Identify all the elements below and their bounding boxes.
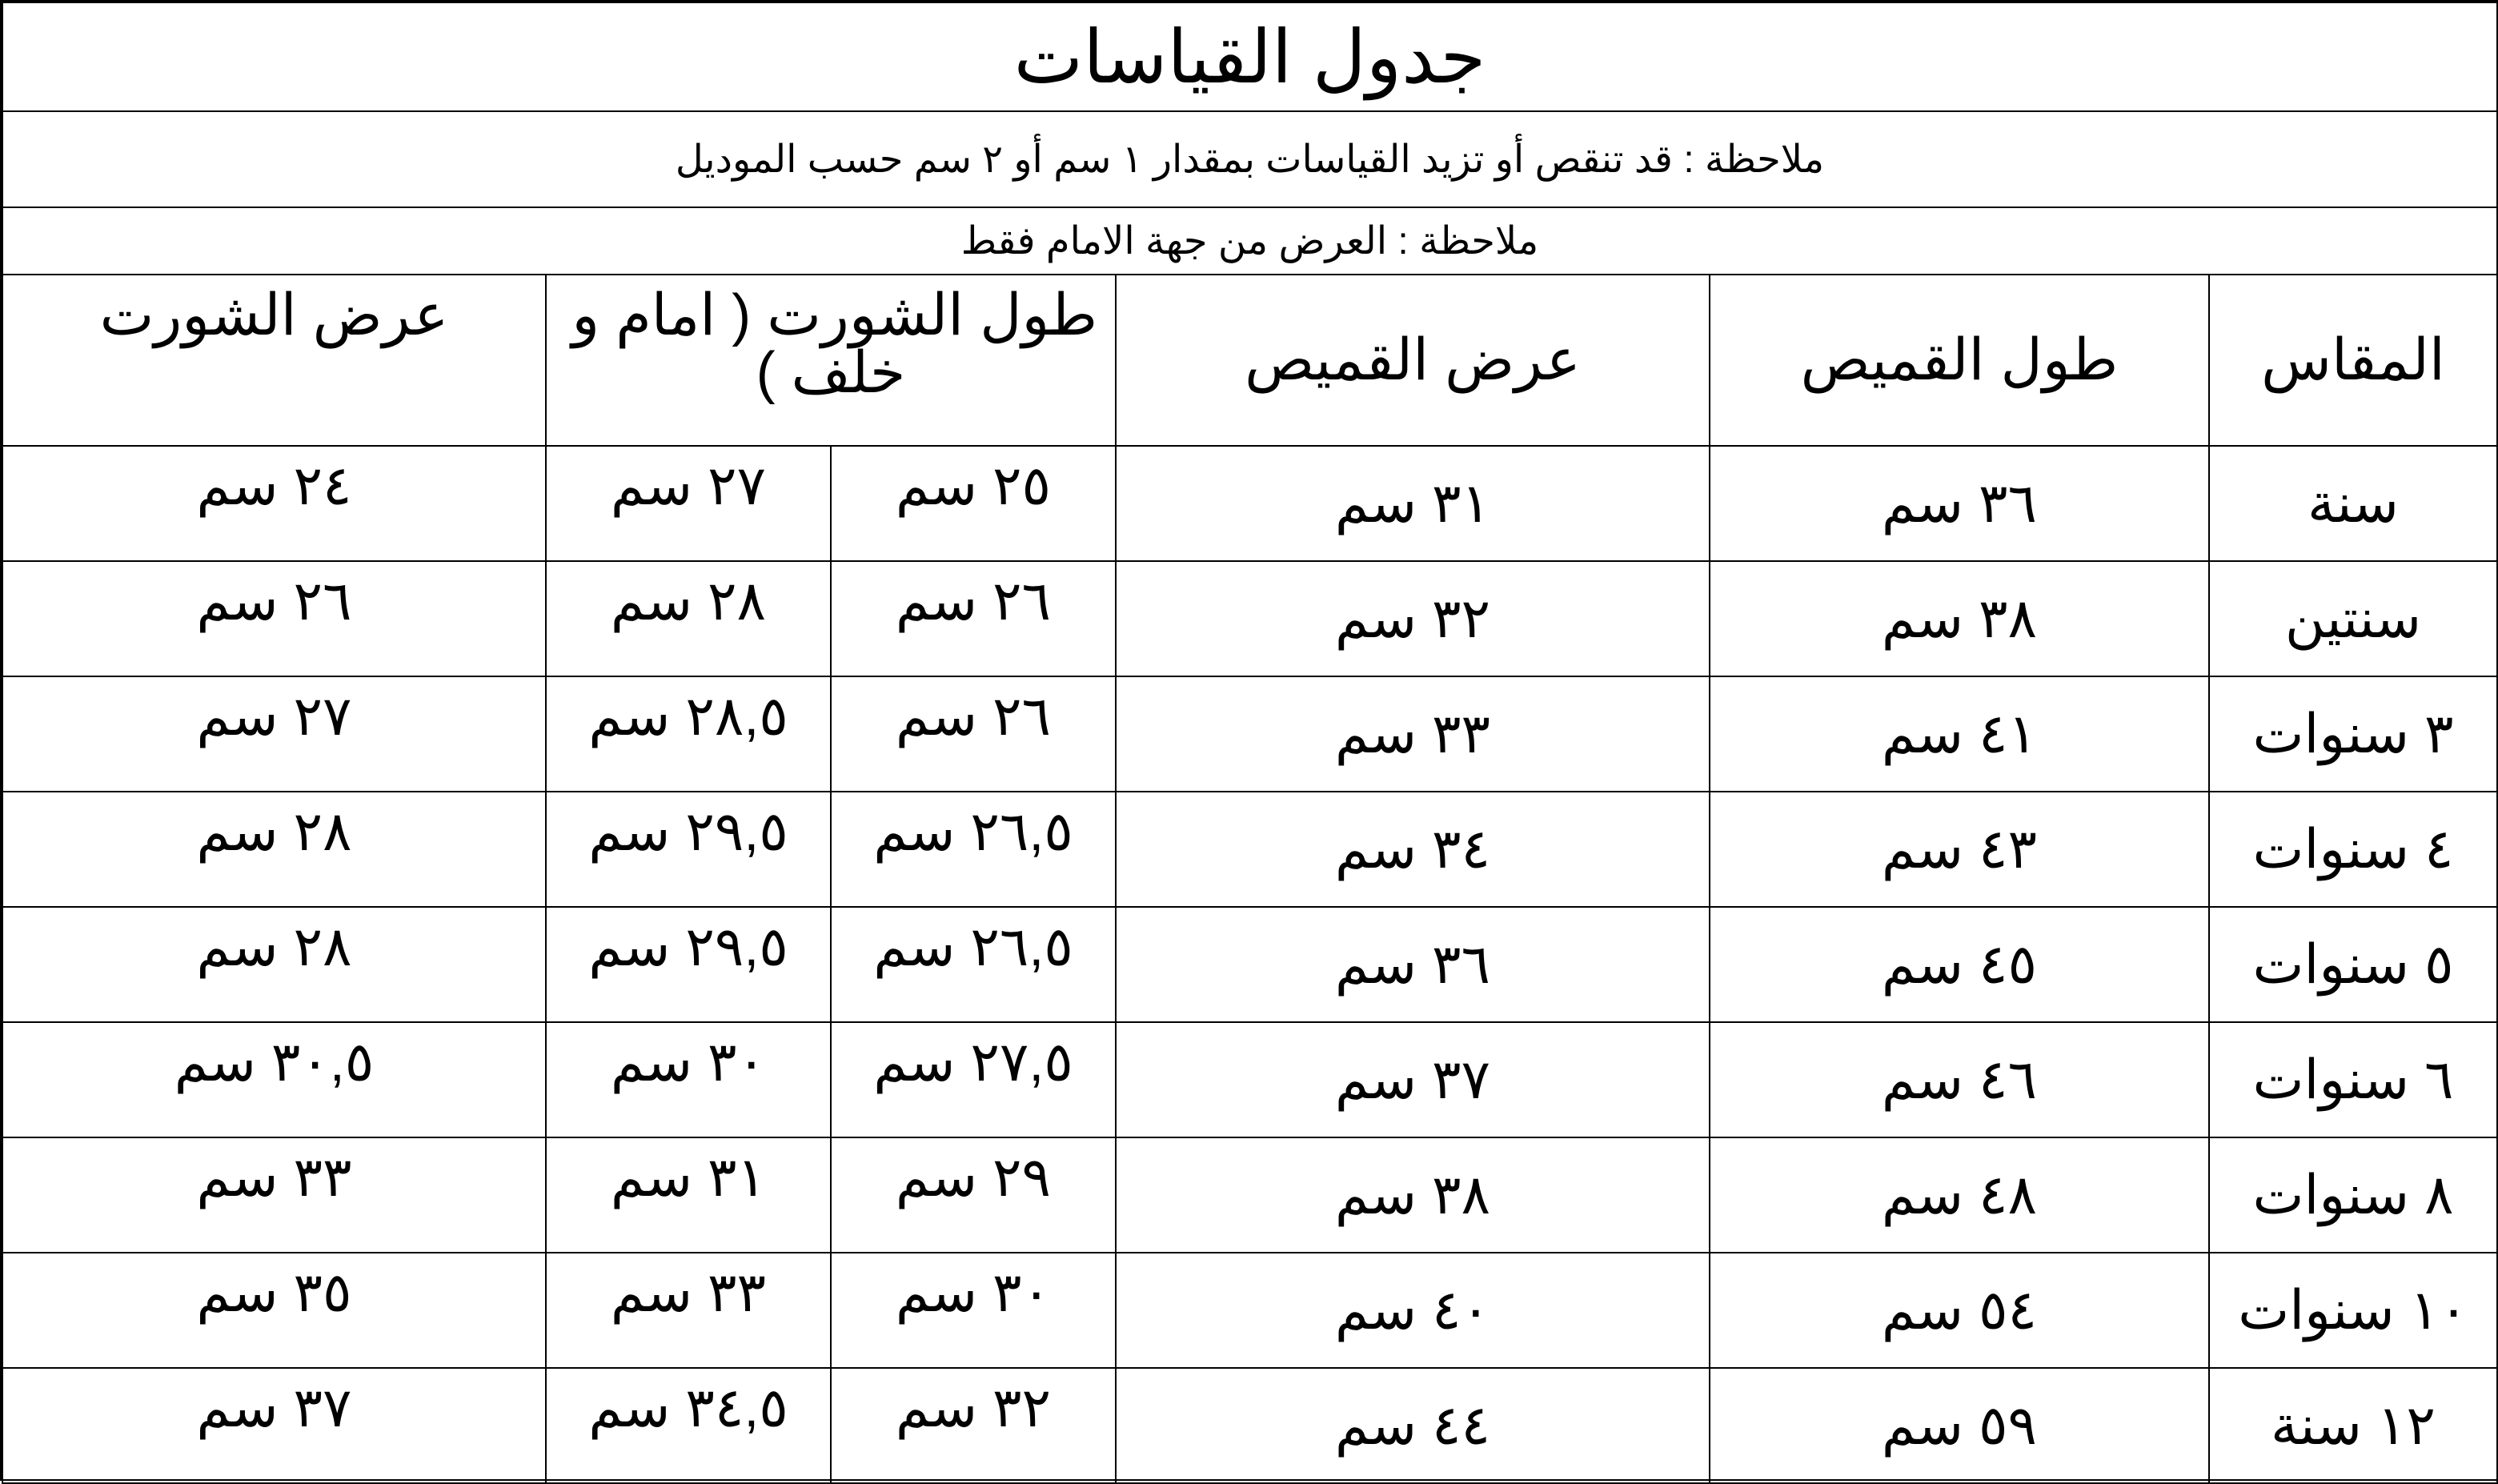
- shorts-width-cell: ٢٨ سم: [2, 907, 546, 1022]
- shirt-length-cell: ٤١ سم: [1710, 676, 2209, 792]
- size-cell: ١٠ سنوات: [2209, 1253, 2497, 1368]
- shirt-length-cell: ٤٣ سم: [1710, 792, 2209, 907]
- shirt-length-cell: ٤٦ سم: [1710, 1022, 2209, 1137]
- shirt-width-cell: ٤٠ سم: [1116, 1253, 1710, 1368]
- shorts-front-cell: ٢٦,٥ سم: [831, 907, 1116, 1022]
- shorts-front-cell: ٢٧,٥ سم: [831, 1022, 1116, 1137]
- shorts-back-cell: ٢٨ سم: [546, 561, 831, 676]
- shirt-width-cell: ٣٢ سم: [1116, 561, 1710, 676]
- shorts-front-cell: ٣٠ سم: [831, 1253, 1116, 1368]
- header-shorts-length-line1: طول الشورت ( امام و: [571, 283, 1097, 347]
- shorts-front-cell: ٢٦ سم: [831, 561, 1116, 676]
- size-cell: ٨ سنوات: [2209, 1137, 2497, 1253]
- shirt-length-cell: ٥٩ سم: [1710, 1368, 2209, 1483]
- size-cell: سنتين: [2209, 561, 2497, 676]
- size-cell: ٣ سنوات: [2209, 676, 2497, 792]
- shorts-front-cell: ٢٦,٥ سم: [831, 792, 1116, 907]
- header-shirt-length: طول القميص: [1710, 275, 2209, 446]
- shorts-back-cell: ٢٧ سم: [546, 446, 831, 561]
- shirt-width-cell: ٣١ سم: [1116, 446, 1710, 561]
- header-shirt-width: عرض القميص: [1116, 275, 1710, 446]
- shorts-front-cell: ٢٩ سم: [831, 1137, 1116, 1253]
- shorts-back-cell: ٢٩,٥ سم: [546, 907, 831, 1022]
- shirt-length-cell: ٣٦ سم: [1710, 446, 2209, 561]
- shorts-back-cell: ٣٠ سم: [546, 1022, 831, 1137]
- header-row: [2, 275, 2497, 446]
- shorts-width-cell: ٢٦ سم: [2, 561, 546, 676]
- shorts-width-cell: ٣٠,٥ سم: [2, 1022, 546, 1137]
- shirt-length-cell: ٥٤ سم: [1710, 1253, 2209, 1368]
- shirt-width-cell: ٣٧ سم: [1116, 1022, 1710, 1137]
- header-shorts-length-line2: خلف ): [756, 341, 906, 405]
- size-chart-table: [2, 2, 2498, 1484]
- note-variation: ملاحظة : قد تنقص أو تزيد القياسات بمقدار ١ سم أو ٢ سم حسب الموديل: [2, 111, 2497, 207]
- note-width-front: ملاحظة : العرض من جهة الامام فقط: [2, 207, 2497, 275]
- header-size: المقاس: [2209, 275, 2497, 446]
- table-row: [2, 1253, 2497, 1368]
- page-title: جدول القياسات: [2, 2, 2497, 111]
- size-cell: ٤ سنوات: [2209, 792, 2497, 907]
- shorts-front-cell: ٣٢ سم: [831, 1368, 1116, 1483]
- shorts-front-cell: ٢٦ سم: [831, 676, 1116, 792]
- table-row: [2, 561, 2497, 676]
- shirt-width-cell: ٣٨ سم: [1116, 1137, 1710, 1253]
- shirt-width-cell: ٤٤ سم: [1116, 1368, 1710, 1483]
- shorts-front-cell: ٢٥ سم: [831, 446, 1116, 561]
- shorts-width-cell: ٣٣ سم: [2, 1137, 546, 1253]
- size-cell: ٦ سنوات: [2209, 1022, 2497, 1137]
- header-shorts-width: عرض الشورت: [2, 275, 546, 446]
- table-row: [2, 1368, 2497, 1483]
- shorts-back-cell: ٢٩,٥ سم: [546, 792, 831, 907]
- size-cell: سنة: [2209, 446, 2497, 561]
- table-row: [2, 1137, 2497, 1253]
- title-row: [2, 2, 2497, 111]
- shorts-width-cell: ٢٤ سم: [2, 446, 546, 561]
- table-row: [2, 907, 2497, 1022]
- size-cell: ٥ سنوات: [2209, 907, 2497, 1022]
- shirt-width-cell: ٣٤ سم: [1116, 792, 1710, 907]
- table-row: [2, 446, 2497, 561]
- shorts-back-cell: ٣٤,٥ سم: [546, 1368, 831, 1483]
- shorts-back-cell: ٢٨,٥ سم: [546, 676, 831, 792]
- header-shorts-length: [546, 275, 1116, 446]
- table-row: [2, 792, 2497, 907]
- shorts-back-cell: ٣٣ سم: [546, 1253, 831, 1368]
- shorts-back-cell: ٣١ سم: [546, 1137, 831, 1253]
- shorts-width-cell: ٢٧ سم: [2, 676, 546, 792]
- shorts-width-cell: ٣٧ سم: [2, 1368, 546, 1483]
- note-row-1: [2, 111, 2497, 207]
- note-row-2: [2, 207, 2497, 275]
- shorts-width-cell: ٢٨ سم: [2, 792, 546, 907]
- table-row: [2, 1022, 2497, 1137]
- size-cell: ١٢ سنة: [2209, 1368, 2497, 1483]
- table-row: [2, 676, 2497, 792]
- shirt-length-cell: ٤٥ سم: [1710, 907, 2209, 1022]
- shirt-width-cell: ٣٦ سم: [1116, 907, 1710, 1022]
- shirt-length-cell: ٤٨ سم: [1710, 1137, 2209, 1253]
- shorts-width-cell: ٣٥ سم: [2, 1253, 546, 1368]
- shirt-length-cell: ٣٨ سم: [1710, 561, 2209, 676]
- shirt-width-cell: ٣٣ سم: [1116, 676, 1710, 792]
